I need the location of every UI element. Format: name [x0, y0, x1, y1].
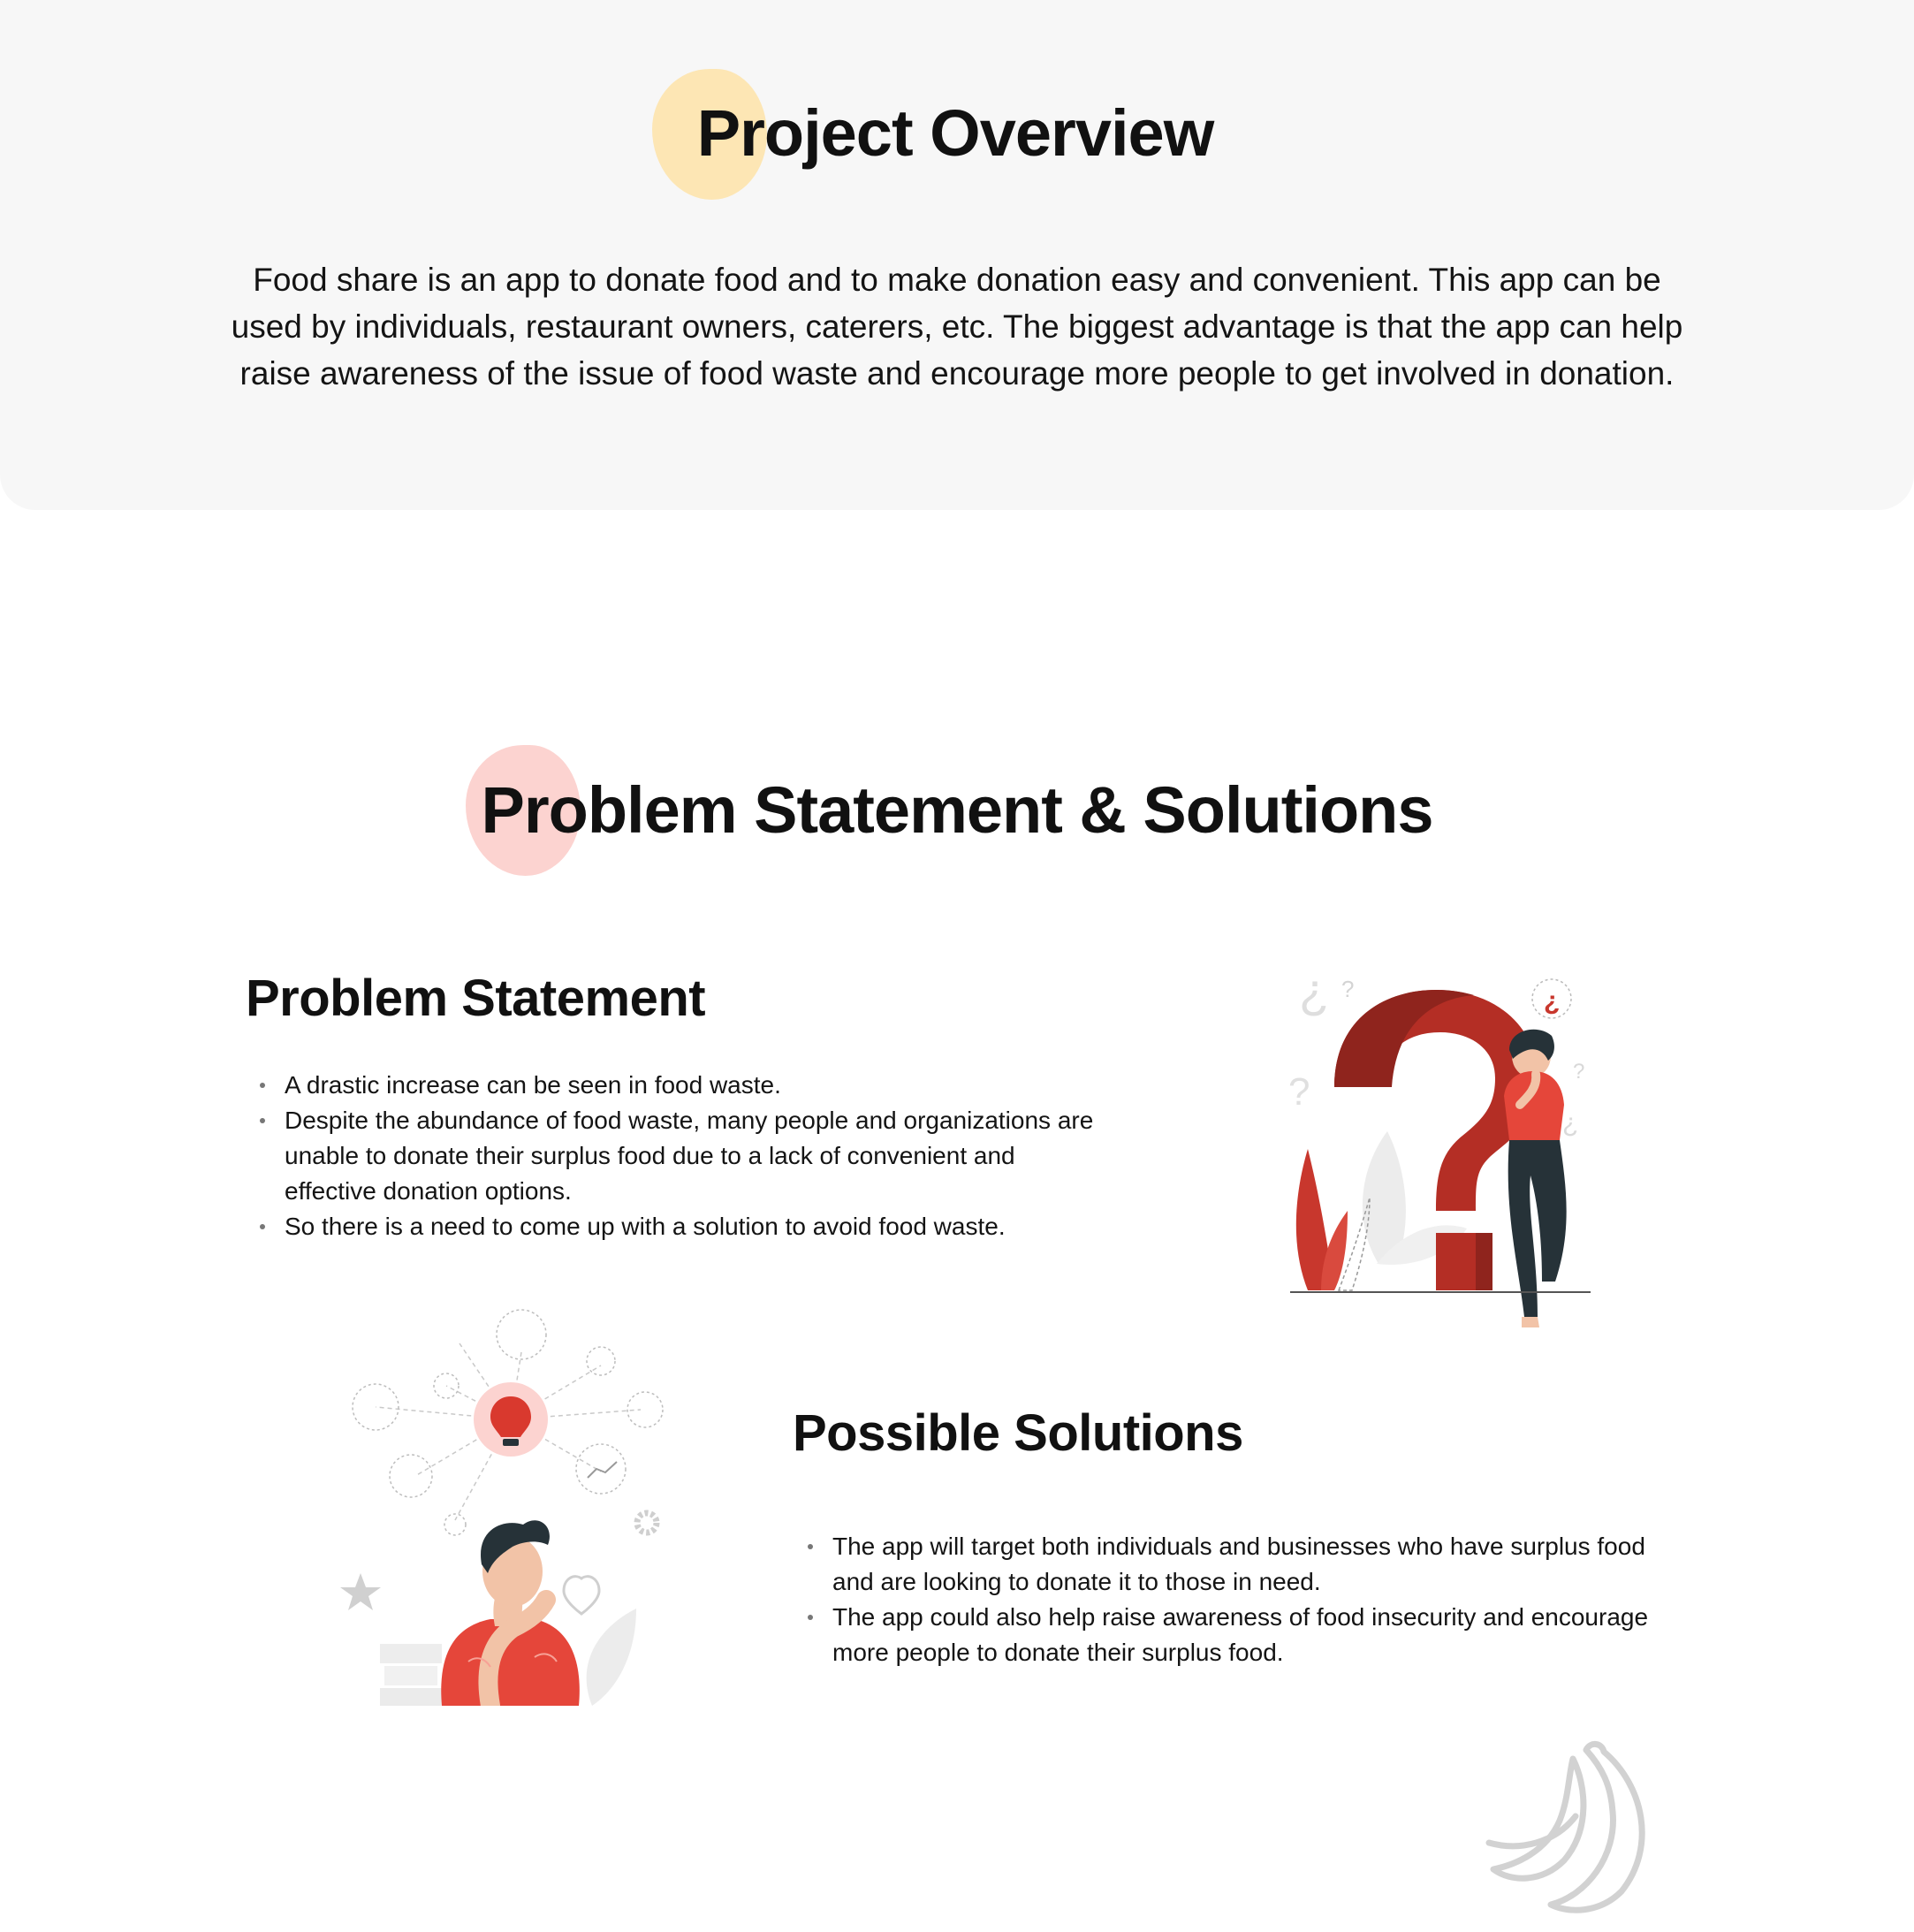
problem-statement-list	[246, 1068, 1112, 1244]
list-item: The app could also help raise awareness of food insecurity and encourage more people to donate their surplus food.	[794, 1600, 1677, 1670]
possible-solutions-title: Possible Solutions	[793, 1404, 1243, 1462]
project-overview-text: Food share is an app to donate food and to make donation easy and convenient. This app can be used by individuals, restaurant owners, caterers, etc. The biggest advantage is that the app can help raise awareness of the issue of food waste and encourage more people to get involved in donation.	[231, 262, 1683, 392]
list-item: So there is a need to come up with a solution to avoid food waste.	[246, 1209, 1112, 1244]
list-item: A drastic increase can be seen in food waste.	[246, 1068, 1112, 1103]
svg-text:¿: ¿	[1562, 1108, 1579, 1137]
svg-text:?: ?	[1573, 1060, 1585, 1084]
project-overview-section	[0, 0, 1914, 510]
svg-text:?: ?	[1341, 976, 1355, 1002]
banana-icon	[1480, 1732, 1675, 1918]
svg-text:?: ?	[1288, 1070, 1310, 1114]
project-overview-title: Project Overview	[696, 96, 1214, 170]
thinking-person-illustration	[336, 1308, 689, 1706]
problem-solutions-title: Problem Statement & Solutions	[481, 773, 1433, 847]
list-item: The app will target both individuals and businesses who have surplus food and are looking to donate it to those in need.	[794, 1529, 1677, 1600]
problem-statement-title: Problem Statement	[246, 970, 706, 1027]
list-item: Despite the abundance of food waste, many people and organizations are unable to donate their surplus food due to a lack of convenient and effective donation options.	[246, 1103, 1112, 1209]
svg-text:¿: ¿	[1299, 963, 1330, 1018]
svg-text:¿: ¿	[1544, 986, 1561, 1015]
question-mark-illustration	[1272, 963, 1608, 1335]
possible-solutions-list	[794, 1529, 1677, 1670]
